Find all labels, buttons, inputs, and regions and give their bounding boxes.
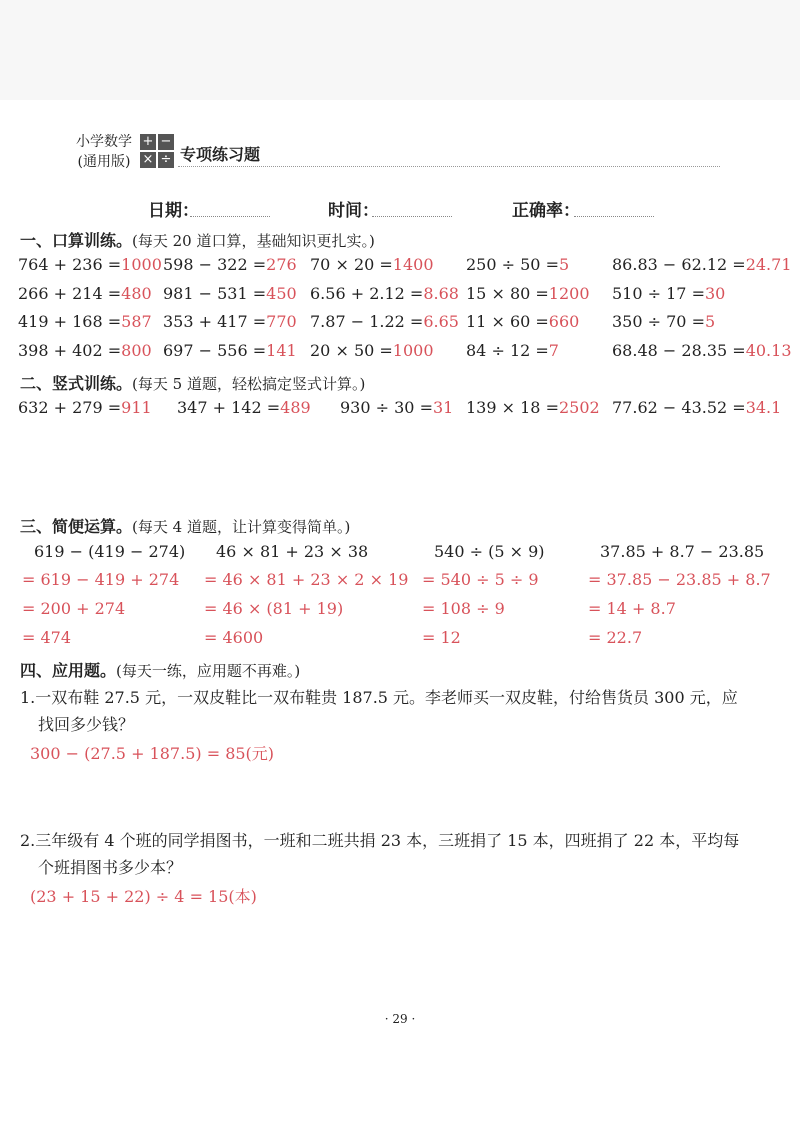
equation (310, 312, 459, 331)
equation-answer: 587 (121, 312, 152, 331)
multiply-icon: × (140, 152, 156, 168)
simplify-step: = 46 × 81 + 23 × 2 × 19 (204, 570, 409, 589)
equation (310, 341, 434, 360)
section-title: 一、口算训练。 (20, 231, 133, 250)
subject-line2: (通用版) (77, 154, 131, 170)
equation-question: 266 + 214 = (18, 284, 122, 303)
equation-answer: 1000 (121, 255, 162, 274)
problem-text-line1: 1.一双布鞋 27.5 元，一双皮鞋比一双布鞋贵 187.5 元。李老师买一双皮鞋，付给售货员 300 元，应 (20, 688, 738, 707)
simplify-expression: 37.85 + 8.7 − 23.85 (600, 542, 765, 561)
equation-answer: 450 (266, 284, 297, 303)
equation-answer: 6.65 (423, 312, 459, 331)
simplify-step: = 46 × (81 + 19) (204, 599, 344, 618)
date-field (190, 216, 270, 217)
equation-question: 7.87 − 1.22 = (310, 312, 424, 331)
equation-answer: 480 (121, 284, 152, 303)
equation-question: 398 + 402 = (18, 341, 122, 360)
date-label: 日期： (148, 201, 199, 221)
simplify-step: = 22.7 (588, 628, 643, 647)
equation-answer: 40.13 (745, 341, 792, 360)
section-title: 三、简便运算。 (20, 517, 133, 536)
page-number: · 29 · (384, 1012, 416, 1026)
equation-question: 632 + 279 = (18, 398, 122, 417)
equation-answer: 660 (548, 312, 580, 331)
divide-icon: ÷ (158, 152, 174, 168)
time-field (372, 216, 452, 217)
equation-question: 510 ÷ 17 = (612, 284, 705, 303)
oral-row (0, 255, 800, 281)
equation-answer: 5 (558, 255, 570, 274)
equation (612, 284, 725, 303)
simplify-expression: 619 − (419 − 274) (34, 542, 186, 561)
subject-line1: 小学数学 (76, 134, 132, 150)
equation (466, 398, 600, 417)
equation (18, 255, 162, 274)
equation-answer: 489 (280, 398, 311, 417)
equation (177, 398, 311, 417)
vertical-equation-row (0, 398, 800, 424)
equation-answer: 5 (704, 312, 716, 331)
section-title: 二、竖式训练。 (20, 374, 133, 393)
simplify-step: = 540 ÷ 5 ÷ 9 (422, 570, 539, 589)
equation-answer: 276 (266, 255, 297, 274)
equation-answer: 31 (432, 398, 454, 417)
equation-question: 347 + 142 = (177, 398, 281, 417)
equation (310, 255, 434, 274)
equation (612, 312, 715, 331)
equation (18, 284, 152, 303)
equation-answer: 7 (548, 341, 559, 360)
simplify-step: = 14 + 8.7 (588, 599, 676, 618)
equation-question: 70 × 20 = (310, 255, 393, 274)
equation-question: 250 ÷ 50 = (466, 255, 559, 274)
simplify-step: = 108 ÷ 9 (422, 599, 505, 618)
worksheet-title: 专项练习题 (180, 145, 261, 164)
equation-answer: 770 (266, 312, 297, 331)
equation-answer: 800 (121, 341, 152, 360)
simplify-step: = 474 (22, 628, 72, 647)
problem-text-line2: 找回多少钱？ (38, 715, 135, 734)
equation (18, 398, 152, 417)
simplify-step: = 4600 (204, 628, 264, 647)
equation-answer: 24.71 (745, 255, 792, 274)
equation-question: 20 × 50 = (310, 341, 393, 360)
equation-question: 419 + 168 = (18, 312, 122, 331)
section-title: 四、应用题。 (20, 661, 117, 680)
equation-answer: 30 (704, 284, 726, 303)
section-vertical-heading (20, 371, 365, 394)
section-note: (每天 4 道题，让计算变得简单。) (132, 518, 351, 536)
equation-question: 139 × 18 = (466, 398, 559, 417)
equation-question: 77.62 − 43.52 = (612, 398, 746, 417)
equation-answer: 141 (266, 341, 297, 360)
section-note: (每天 20 道口算，基础知识更扎实。) (132, 232, 375, 250)
equation (163, 255, 297, 274)
equation-question: 598 − 322 = (163, 255, 267, 274)
page-top-band (0, 0, 800, 100)
equation (18, 312, 152, 331)
equation (612, 255, 792, 274)
equation (18, 341, 152, 360)
equation-question: 84 ÷ 12 = (466, 341, 549, 360)
equation (466, 255, 569, 274)
equation (163, 284, 297, 303)
simplify-step: = 12 (422, 628, 461, 647)
equation-question: 15 × 80 = (466, 284, 549, 303)
section-oral-heading (20, 228, 375, 251)
equation (163, 341, 297, 360)
meta-row (0, 196, 800, 222)
problem-text-line1: 2.三年级有 4 个班的同学捐图书，一班和二班共捐 23 本，三班捐了 15 本，四班捐了 22 本，平均每 (20, 831, 740, 850)
operator-icons (140, 134, 176, 170)
equation-answer: 2502 (558, 398, 600, 417)
equation-question: 353 + 417 = (163, 312, 267, 331)
equation-question: 981 − 531 = (163, 284, 267, 303)
subject-label (70, 132, 138, 172)
equation (466, 341, 559, 360)
oral-row (0, 284, 800, 310)
oral-row (0, 312, 800, 338)
time-label: 时间： (328, 201, 379, 221)
plus-icon: + (140, 134, 156, 150)
page-header (70, 128, 720, 176)
section-simplify-heading (20, 514, 350, 537)
equation-answer: 1000 (392, 341, 434, 360)
problem-answer: 300 − (27.5 + 187.5) = 85(元) (30, 744, 275, 763)
equation-question: 68.48 − 28.35 = (612, 341, 746, 360)
equation (466, 312, 579, 331)
accuracy-label: 正确率： (512, 201, 580, 221)
minus-icon: − (158, 134, 174, 150)
equation-answer: 34.1 (745, 398, 782, 417)
word-problem-1 (20, 684, 780, 767)
equation (466, 284, 590, 303)
simplify-step: = 37.85 − 23.85 + 8.7 (588, 570, 771, 589)
equation-question: 697 − 556 = (163, 341, 267, 360)
accuracy-field (574, 216, 654, 217)
simplify-step: = 200 + 274 (22, 599, 126, 618)
equation (340, 398, 453, 417)
problem-answer: (23 + 15 + 22) ÷ 4 = 15(本) (30, 887, 257, 906)
equation (612, 398, 781, 417)
equation-question: 6.56 + 2.12 = (310, 284, 424, 303)
equation-question: 86.83 − 62.12 = (612, 255, 746, 274)
equation-answer: 8.68 (423, 284, 459, 303)
equation-question: 930 ÷ 30 = (340, 398, 433, 417)
equation-question: 11 × 60 = (466, 312, 549, 331)
section-note: (每天 5 道题，轻松搞定竖式计算。) (132, 375, 366, 393)
equation-answer: 1200 (548, 284, 590, 303)
section-note: (每天一练，应用题不再难。) (116, 662, 301, 680)
simplify-expression: 46 × 81 + 23 × 38 (216, 542, 369, 561)
simplify-step: = 619 − 419 + 274 (22, 570, 180, 589)
equation-question: 764 + 236 = (18, 255, 122, 274)
equation (310, 284, 459, 303)
problem-text-line2: 个班捐图书多少本？ (38, 858, 183, 877)
simplify-expression: 540 ÷ (5 × 9) (434, 542, 545, 561)
equation (163, 312, 297, 331)
equation (612, 341, 792, 360)
section-word-heading (20, 658, 300, 681)
word-problem-2 (20, 827, 780, 910)
oral-row (0, 341, 800, 367)
equation-answer: 1400 (392, 255, 434, 274)
header-divider (178, 166, 720, 167)
equation-answer: 911 (121, 398, 152, 417)
equation-question: 350 ÷ 70 = (612, 312, 705, 331)
